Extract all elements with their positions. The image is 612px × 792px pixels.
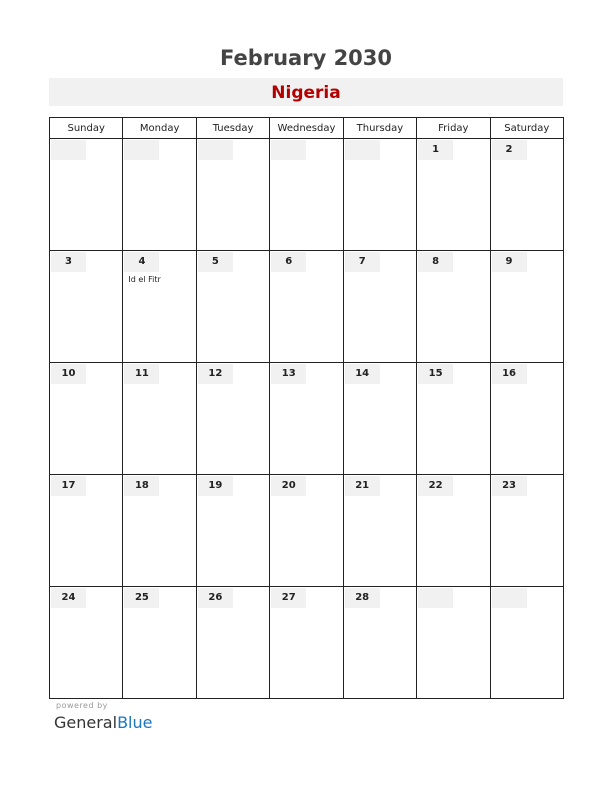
day-cell xyxy=(196,587,269,699)
day-number-box xyxy=(345,140,380,160)
day-number-box xyxy=(124,476,159,496)
day-number: 3 xyxy=(65,256,72,267)
day-cell xyxy=(123,587,196,699)
day-number-box xyxy=(492,140,527,160)
day-cell xyxy=(123,139,196,251)
day-cell xyxy=(50,251,123,363)
day-number: 26 xyxy=(208,592,223,603)
day-number-box xyxy=(124,252,159,272)
day-cell xyxy=(490,587,563,699)
day-number: 5 xyxy=(211,256,219,267)
weekday-tuesday: Tuesday xyxy=(196,118,269,139)
day-cell xyxy=(343,139,416,251)
calendar-grid xyxy=(49,117,564,699)
weekday-monday: Monday xyxy=(123,118,196,139)
day-cell xyxy=(343,251,416,363)
day-cell xyxy=(123,475,196,587)
weekday-wednesday: Wednesday xyxy=(270,118,343,139)
day-cell xyxy=(270,139,343,251)
day-cell xyxy=(490,475,563,587)
week-row xyxy=(50,475,564,587)
day-number: 27 xyxy=(281,592,296,603)
weekday-saturday: Saturday xyxy=(490,118,563,139)
day-number-box xyxy=(51,588,86,608)
day-number-box xyxy=(271,476,306,496)
day-cell xyxy=(50,363,123,475)
day-number-box xyxy=(492,252,527,272)
day-number: 20 xyxy=(281,480,296,491)
day-cell xyxy=(343,475,416,587)
day-number: 1 xyxy=(432,144,440,155)
day-number: 23 xyxy=(502,480,516,491)
day-number: 18 xyxy=(134,480,149,491)
day-cell xyxy=(196,363,269,475)
day-number: 7 xyxy=(358,256,366,267)
day-number: 22 xyxy=(428,480,443,491)
weekday-friday: Friday xyxy=(417,118,490,139)
day-cell xyxy=(50,139,123,251)
holiday-label: Id el Fitr xyxy=(128,275,161,284)
day-cell xyxy=(270,587,343,699)
day-cell xyxy=(196,475,269,587)
day-number: 11 xyxy=(134,368,149,379)
day-cell xyxy=(270,475,343,587)
day-number: 28 xyxy=(355,592,370,603)
day-number-box xyxy=(198,476,233,496)
weekday-thursday: Thursday xyxy=(343,118,416,139)
day-number: 9 xyxy=(505,256,513,267)
country-name: Nigeria xyxy=(271,83,341,103)
week-row xyxy=(50,139,564,251)
day-cell xyxy=(50,587,123,699)
brand-blue-text: Blue xyxy=(117,713,153,732)
day-number: 4 xyxy=(138,256,146,267)
weekday-header-row xyxy=(50,118,564,139)
day-number-box xyxy=(124,140,159,160)
day-cell xyxy=(123,251,196,363)
day-number: 8 xyxy=(432,256,440,267)
day-number-box xyxy=(51,140,86,160)
day-number-box xyxy=(418,364,453,384)
day-number-box xyxy=(271,140,306,160)
day-cell xyxy=(196,139,269,251)
day-number-box xyxy=(51,476,86,496)
day-number-box xyxy=(198,140,233,160)
day-cell xyxy=(417,587,490,699)
day-number-box xyxy=(418,588,453,608)
day-number: 6 xyxy=(285,256,293,267)
day-cell xyxy=(417,139,490,251)
powered-by-label: powered by xyxy=(56,701,108,710)
day-number: 17 xyxy=(61,480,76,491)
calendar-title: February 2030 xyxy=(219,46,393,70)
day-number-box xyxy=(51,252,86,272)
week-row xyxy=(50,587,564,699)
day-number-box xyxy=(345,252,380,272)
day-number: 10 xyxy=(61,368,76,379)
day-number-box xyxy=(271,588,306,608)
day-cell xyxy=(417,251,490,363)
country-banner xyxy=(49,78,563,106)
day-number-box xyxy=(198,252,233,272)
day-number: 15 xyxy=(428,368,443,379)
day-number-box xyxy=(492,364,527,384)
day-number-box xyxy=(345,588,380,608)
day-number: 16 xyxy=(502,368,516,379)
week-row xyxy=(50,363,564,475)
day-number-box xyxy=(418,140,453,160)
day-number-box xyxy=(124,588,159,608)
day-cell xyxy=(196,251,269,363)
day-number-box xyxy=(198,364,233,384)
week-row xyxy=(50,251,564,363)
day-number-box xyxy=(345,364,380,384)
day-number-box xyxy=(124,364,159,384)
generalblue-logo[interactable] xyxy=(54,713,152,732)
day-number: 24 xyxy=(61,592,76,603)
day-number: 21 xyxy=(355,480,370,491)
weekday-sunday: Sunday xyxy=(50,118,123,139)
day-number: 12 xyxy=(208,368,223,379)
day-number-box xyxy=(492,588,527,608)
day-cell xyxy=(343,587,416,699)
day-cell xyxy=(417,363,490,475)
day-number: 19 xyxy=(208,480,223,491)
day-cell xyxy=(270,251,343,363)
day-number: 2 xyxy=(505,144,513,155)
day-number-box xyxy=(198,588,233,608)
day-number: 25 xyxy=(134,592,149,603)
day-cell xyxy=(417,475,490,587)
day-number: 14 xyxy=(355,368,370,379)
day-cell xyxy=(490,363,563,475)
day-number-box xyxy=(418,476,453,496)
day-number-box xyxy=(271,252,306,272)
day-cell xyxy=(490,251,563,363)
brand-general-text: General xyxy=(54,713,118,732)
day-number: 13 xyxy=(281,368,296,379)
day-cell xyxy=(50,475,123,587)
day-number-box xyxy=(492,476,527,496)
day-cell xyxy=(490,139,563,251)
day-number-box xyxy=(271,364,306,384)
day-cell xyxy=(270,363,343,475)
day-cell xyxy=(123,363,196,475)
day-cell xyxy=(343,363,416,475)
day-number-box xyxy=(345,476,380,496)
day-number-box xyxy=(418,252,453,272)
day-number-box xyxy=(51,364,86,384)
